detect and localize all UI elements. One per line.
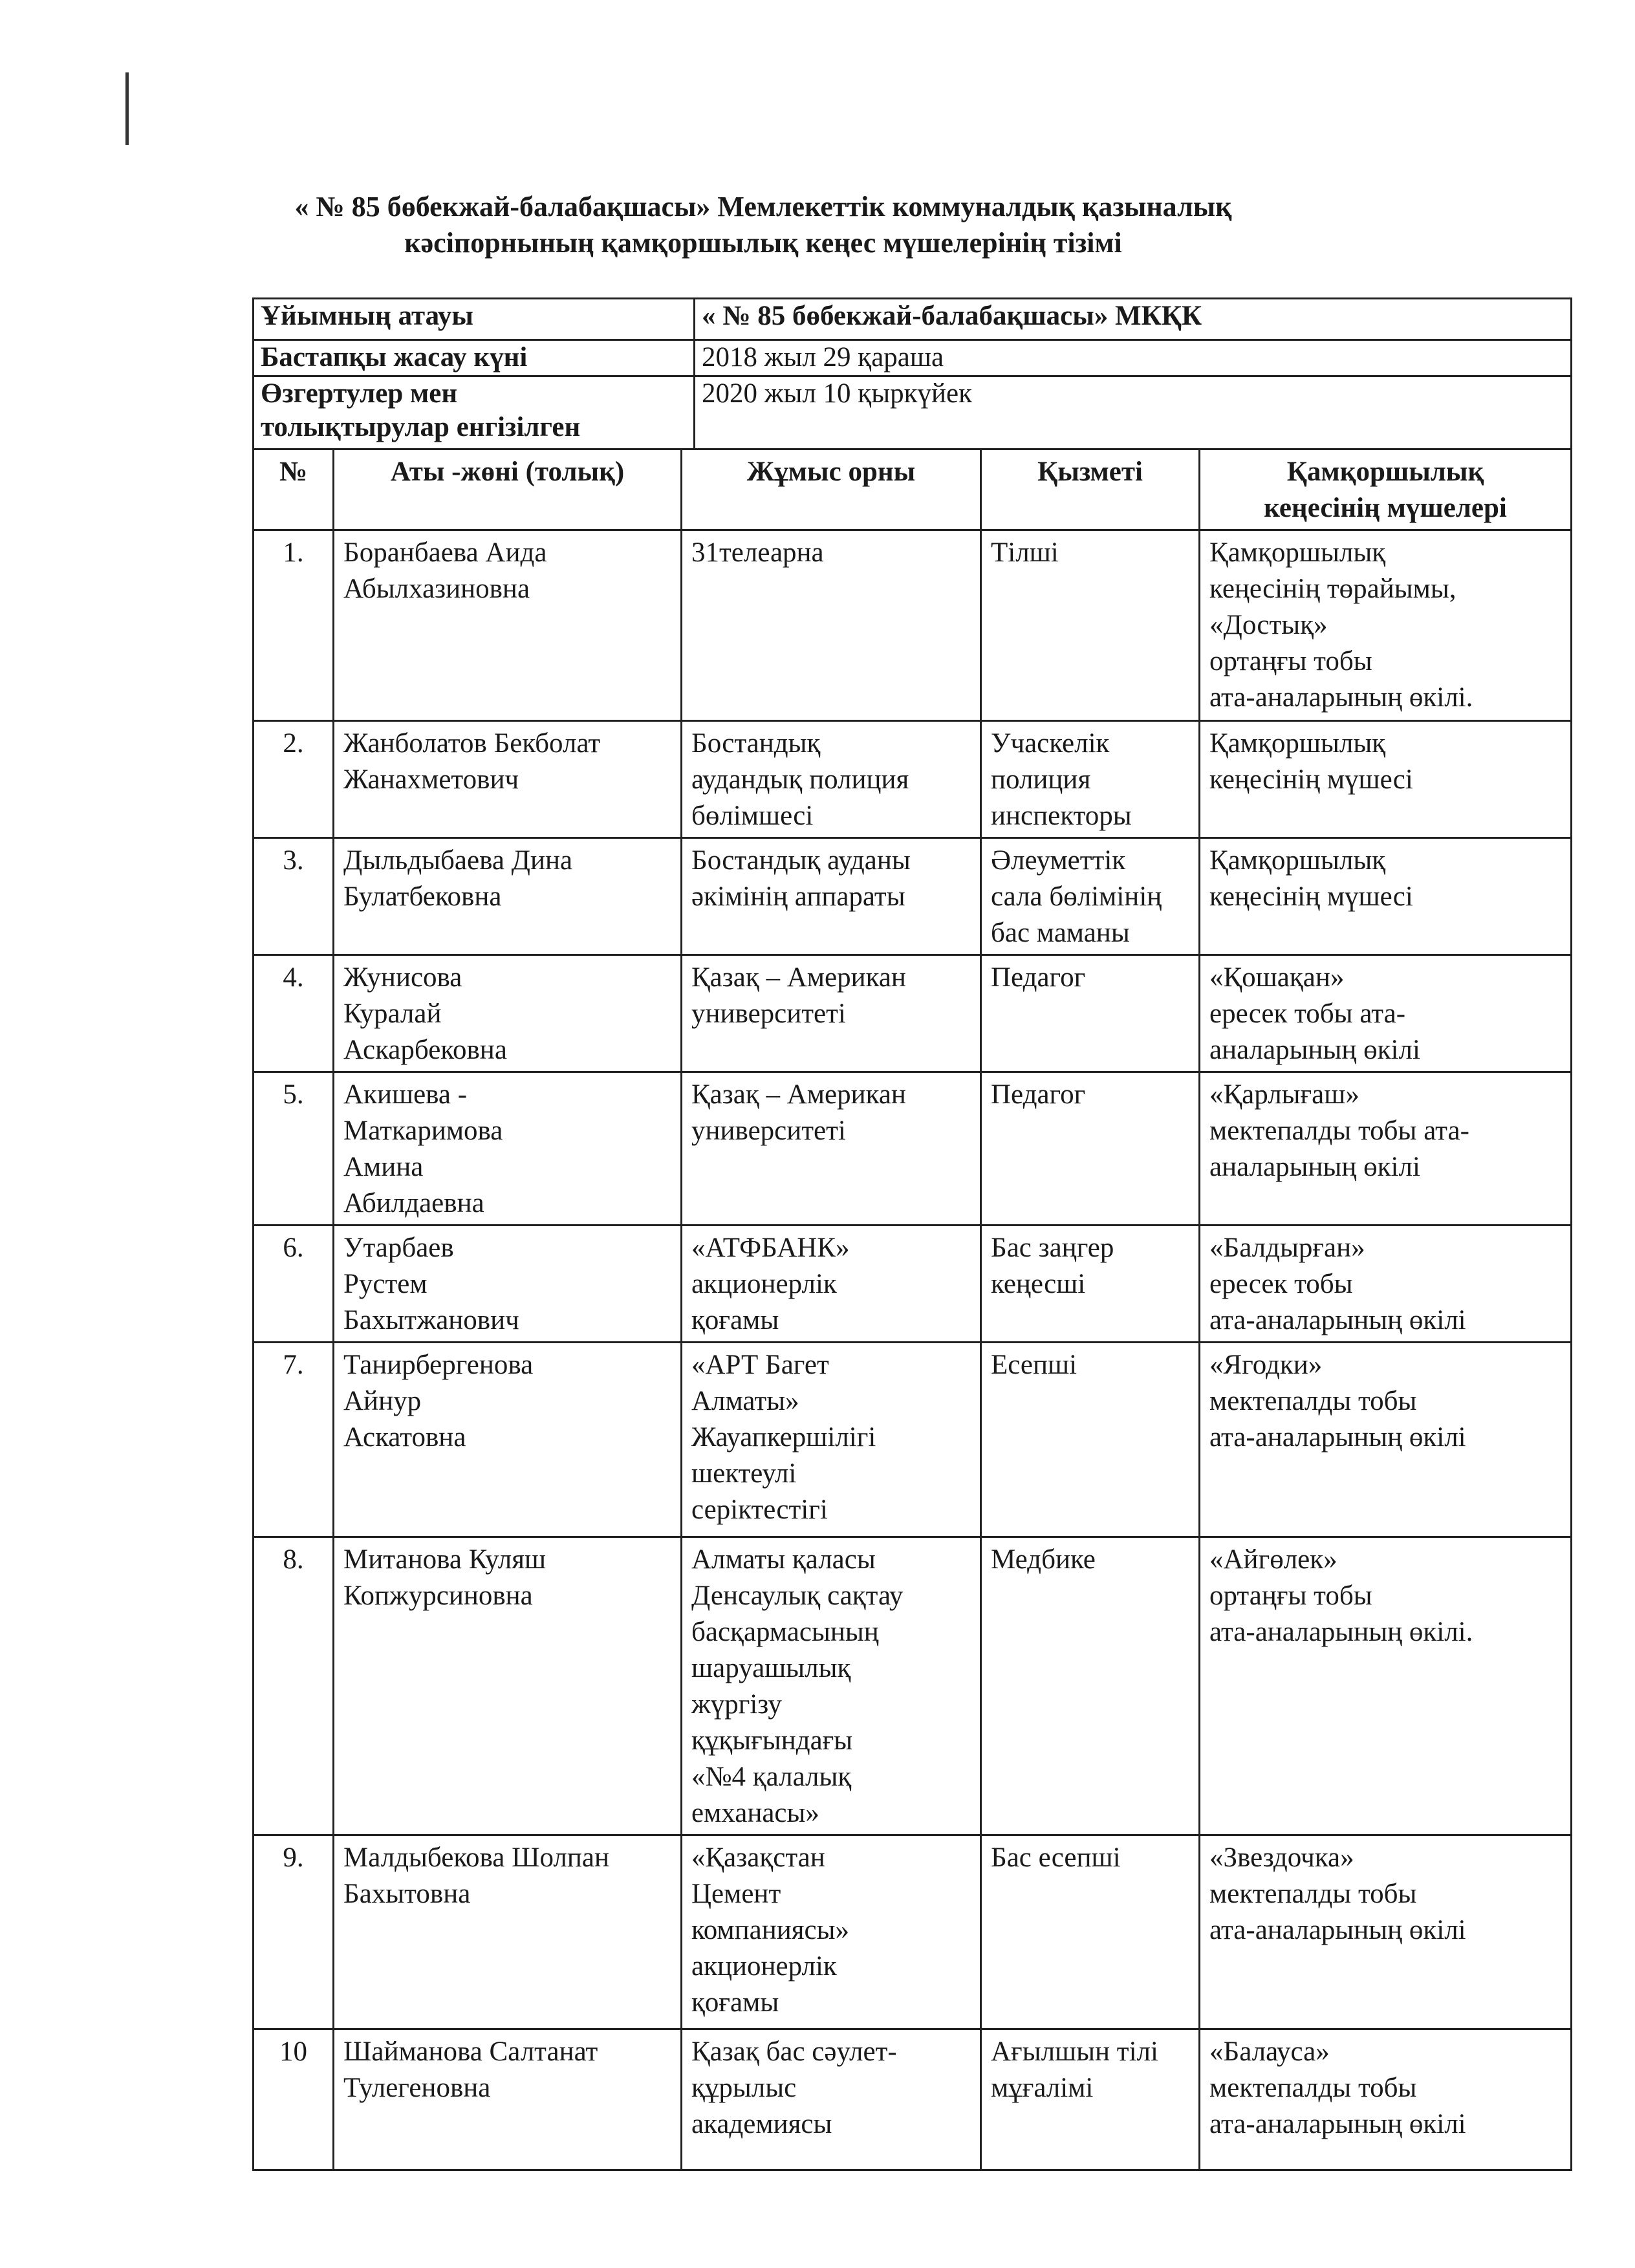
member-workplace [682,2029,981,2170]
board-line: мектепалды тобы [1209,2073,1417,2103]
position-line: Әлеуметтік [991,845,1126,876]
work-line: «АТФБАНК» [691,1233,850,1263]
member-position [981,1072,1200,1226]
work-line: қоғамы [691,1305,779,1335]
table-row [254,1072,1572,1226]
name-line: Рустем [343,1269,428,1299]
work-line: «Қазақстан [691,1842,825,1873]
position-line: Бас заңгер [991,1233,1114,1263]
table-row [254,1835,1572,2029]
member-name [334,1226,682,1343]
table-row [254,1226,1572,1343]
member-position [981,2029,1200,2170]
work-line: Цемент [691,1879,781,1909]
position-line: Ағылшын тілі [991,2036,1158,2067]
row-number: 3. [254,838,334,955]
name-line: Танирбергенова [343,1350,534,1380]
board-line: ересек тобы [1209,1269,1353,1299]
work-line: 31телеарна [691,537,824,568]
board-line: Қамқоршылық [1209,728,1386,759]
work-line: аудандық полиция [691,764,909,795]
name-line: Акишева - [343,1079,468,1110]
member-position [981,530,1200,721]
position-line: Педагог [991,1079,1086,1110]
created-date-value: 2018 жыл 29 қараша [695,340,1572,376]
header-position: Қызметі [981,449,1200,530]
member-position [981,1537,1200,1835]
member-name [334,838,682,955]
row-number: 8. [254,1537,334,1835]
table-row [254,530,1572,721]
name-line: Куралай [343,999,442,1029]
row-number: 7. [254,1343,334,1537]
member-workplace [682,530,981,721]
member-position [981,1835,1200,2029]
member-workplace [682,721,981,838]
changes-date-row [254,376,1572,449]
member-board-role [1200,1537,1572,1835]
row-number: 2. [254,721,334,838]
name-line: Бахытжанович [343,1305,519,1335]
name-line: Шайманова Салтанат [343,2036,598,2067]
org-name-row [254,299,1572,340]
changes-date-value: 2020 жыл 10 қыркүйек [695,376,1572,449]
work-line: Бостандық [691,728,821,759]
board-line: «Балауса» [1209,2036,1330,2067]
member-board-role [1200,838,1572,955]
table-row [254,721,1572,838]
position-line: инспекторы [991,801,1132,831]
document-title [194,189,1332,261]
member-position [981,1226,1200,1343]
position-line: бас маманы [991,918,1130,948]
board-line: мектепалды тобы [1209,1386,1417,1416]
work-line: жүргізу [691,1689,782,1720]
member-workplace [682,838,981,955]
name-line: Амина [343,1152,424,1182]
member-name [334,1835,682,2029]
organization-info-table [252,297,1572,450]
members-header-row [254,449,1572,530]
member-position [981,721,1200,838]
work-line: шаруашылық [691,1653,851,1683]
board-line: ата-аналарының өкілі [1209,1422,1466,1453]
header-board-line-1: Қамқоршылық [1286,457,1484,487]
position-line: Тілші [991,537,1059,568]
member-workplace [682,1226,981,1343]
board-line: ата-аналарының өкілі [1209,1915,1466,1945]
members-body [254,530,1572,2170]
table-row [254,1537,1572,1835]
member-name [334,721,682,838]
board-line: мектепалды тобы [1209,1879,1417,1909]
org-name-value: « № 85 бөбекжай-балабақшасы» МКҚК [695,299,1572,340]
member-board-role [1200,1835,1572,2029]
row-number: 9. [254,1835,334,2029]
board-line: «Звездочка» [1209,1842,1354,1873]
work-line: акционерлік [691,1269,837,1299]
board-line: ортаңғы тобы [1209,1581,1372,1611]
board-line: ересек тобы ата- [1209,999,1406,1029]
row-number: 4. [254,955,334,1072]
work-line: серіктестігі [691,1495,828,1525]
org-name-label: Ұйымның атауы [254,299,695,340]
member-name [334,1343,682,1537]
board-members-table [252,448,1572,2171]
name-line: Копжурсиновна [343,1581,533,1611]
member-workplace [682,1343,981,1537]
work-line: компаниясы» [691,1915,849,1945]
work-line: құқығындағы [691,1725,853,1756]
member-name [334,955,682,1072]
board-line: «Достық» [1209,610,1328,640]
board-line: ата-аналарының өкілі [1209,2109,1466,2139]
position-line: сала бөлімінің [991,881,1162,912]
work-line: Жауапкершілігі [691,1422,876,1453]
member-board-role [1200,530,1572,721]
member-position [981,955,1200,1072]
board-line: «Ягодки» [1209,1350,1323,1380]
table-row [254,838,1572,955]
work-line: Қазақ – Американ [691,1079,906,1110]
board-line: «Қарлығаш» [1209,1079,1359,1110]
row-number: 1. [254,530,334,721]
member-board-role [1200,1343,1572,1537]
created-date-row [254,340,1572,376]
scan-margin-mark [125,72,129,145]
name-line: Аскатовна [343,1422,466,1453]
board-line: ортаңғы тобы [1209,646,1372,676]
name-line: Малдыбекова Шолпан [343,1842,609,1873]
board-line: ата-аналарының өкілі. [1209,682,1473,713]
work-line: Алматы» [691,1386,799,1416]
board-line: Қамқоршылық [1209,537,1386,568]
board-line: «Айгөлек» [1209,1544,1337,1575]
name-line: Айнур [343,1386,422,1416]
work-line: Бостандық ауданы [691,845,911,876]
work-line: Қазақ бас сәулет- [691,2036,897,2067]
position-line: Педагог [991,962,1086,993]
name-line: Маткаримова [343,1116,503,1146]
name-line: Абилдаевна [343,1188,484,1218]
work-line: әкімінің аппараты [691,881,905,912]
position-line: кеңесші [991,1269,1086,1299]
name-line: Жунисова [343,962,462,993]
member-board-role [1200,721,1572,838]
board-line: Қамқоршылық [1209,845,1386,876]
name-line: Тулегеновна [343,2073,491,2103]
created-date-label: Бастапқы жасау күні [254,340,695,376]
work-line: емханасы» [691,1798,819,1828]
table-row [254,1343,1572,1537]
board-line: кеңесінің төрайымы, [1209,574,1456,604]
name-line: Жанахметович [343,764,519,795]
header-workplace: Жұмыс орны [682,449,981,530]
member-board-role [1200,955,1572,1072]
changes-label-line-1: Өзгертулер мен [261,378,458,409]
member-name [334,2029,682,2170]
board-line: мектепалды тобы ата- [1209,1116,1469,1146]
member-workplace [682,1835,981,2029]
board-line: кеңесінің мүшесі [1209,881,1413,912]
header-number: № [254,449,334,530]
row-number: 5. [254,1072,334,1226]
name-line: Боранбаева Аида [343,537,547,568]
work-line: Алматы қаласы [691,1544,876,1575]
position-line: мұғалімі [991,2073,1094,2103]
member-name [334,530,682,721]
name-line: Жанболатов Бекболат [343,728,601,759]
board-line: кеңесінің мүшесі [1209,764,1413,795]
name-line: Бахытовна [343,1879,471,1909]
changes-label-line-2: толықтырулар енгізілген [261,412,581,442]
work-line: басқармасының [691,1617,879,1647]
name-line: Митанова Куляш [343,1544,547,1575]
table-row [254,2029,1572,2170]
position-line: полиция [991,764,1091,795]
member-name [334,1072,682,1226]
work-line: «АРТ Багет [691,1350,829,1380]
work-line: Қазақ – Американ [691,962,906,993]
board-line: аналарының өкілі [1209,1152,1420,1182]
name-line: Утарбаев [343,1233,454,1263]
row-number: 6. [254,1226,334,1343]
work-line: шектеулі [691,1458,797,1489]
position-line: Бас есепші [991,1842,1121,1873]
work-line: Денсаулық сақтау [691,1581,904,1611]
table-row [254,955,1572,1072]
work-line: акционерлік [691,1951,837,1982]
member-position [981,838,1200,955]
header-board-line-2: кеңесінің мүшелері [1264,493,1507,523]
name-line: Дыльдыбаева Дина [343,845,573,876]
member-workplace [682,1072,981,1226]
work-line: «№4 қалалық [691,1762,852,1792]
position-line: Есепші [991,1350,1077,1380]
member-board-role [1200,1226,1572,1343]
name-line: Булатбековна [343,881,502,912]
board-line: ата-аналарының өкілі. [1209,1617,1473,1647]
board-line: «Балдырған» [1209,1233,1365,1263]
board-line: «Қошақан» [1209,962,1345,993]
name-line: Абылхазиновна [343,574,530,604]
work-line: университеті [691,1116,846,1146]
work-line: бөлімшесі [691,801,814,831]
work-line: университеті [691,999,846,1029]
work-line: қоғамы [691,1987,779,2018]
work-line: құрылыс [691,2073,797,2103]
title-line-1: « № 85 бөбекжай-балабақшасы» Мемлекеттік коммуналдық қазыналық [294,191,1232,222]
name-line: Аскарбековна [343,1035,507,1065]
changes-date-label [254,376,695,449]
row-number: 10 [254,2029,334,2170]
title-line-2: кәсіпорнының қамқоршылық кеңес мүшелерінің тізімі [404,227,1122,259]
member-workplace [682,1537,981,1835]
position-line: Учаскелік [991,728,1110,759]
member-board-role [1200,1072,1572,1226]
header-board-role [1200,449,1572,530]
board-line: аналарының өкілі [1209,1035,1420,1065]
member-position [981,1343,1200,1537]
member-workplace [682,955,981,1072]
position-line: Медбике [991,1544,1096,1575]
member-name [334,1537,682,1835]
member-board-role [1200,2029,1572,2170]
board-line: ата-аналарының өкілі [1209,1305,1466,1335]
work-line: академиясы [691,2109,832,2139]
header-full-name: Аты -жөні (толық) [334,449,682,530]
